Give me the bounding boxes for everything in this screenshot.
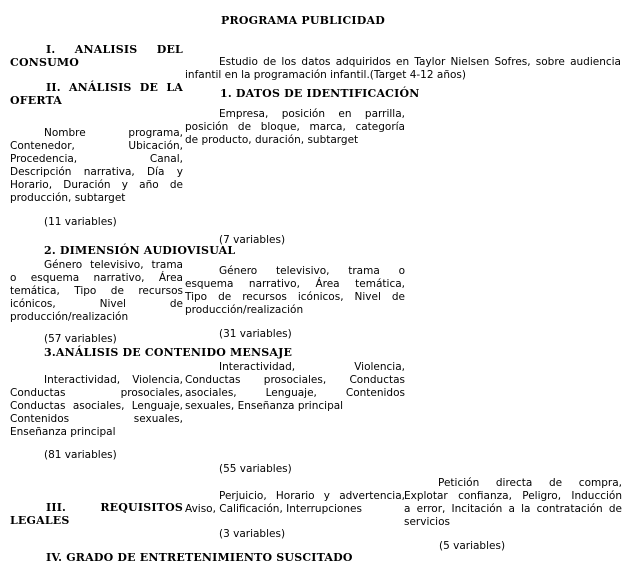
contenido-right-line: asociales, Lenguaje, Contenidos bbox=[185, 387, 405, 399]
legales-mid-count: (3 variables) bbox=[219, 528, 286, 540]
audiovisual-right-line: esquema narrativo, Área temática, bbox=[185, 278, 405, 290]
audiovisual-right-count: (31 variables) bbox=[219, 328, 292, 340]
ident-left-line: Nombre programa, bbox=[44, 127, 183, 139]
section-legales-heading bbox=[10, 501, 183, 527]
legales-mid-line: Aviso, Calificación, Interrupciones bbox=[185, 503, 362, 515]
legales-head-num: III. bbox=[46, 501, 67, 514]
oferta-head-w4: OFERTA bbox=[10, 94, 63, 107]
ident-right-count: (7 variables) bbox=[219, 234, 286, 246]
legales-right-text bbox=[404, 477, 622, 529]
legales-right-line: Explotar confianza, Peligro, Inducción bbox=[404, 490, 622, 502]
audiovisual-left-count: (57 variables) bbox=[44, 333, 117, 345]
contenido-right-count: (55 variables) bbox=[219, 463, 292, 475]
audiovisual-left-line: icónicos, Nivel de bbox=[10, 298, 183, 310]
contenido-left-line: Interactividad, Violencia, bbox=[44, 374, 183, 386]
contenido-left-line: Conductas asociales, Lenguaje, bbox=[10, 400, 183, 412]
ident-left-line: Contenedor, Ubicación, bbox=[10, 140, 183, 152]
audiovisual-right-line: Género televisivo, trama o bbox=[219, 265, 405, 277]
audiovisual-right-text bbox=[185, 265, 405, 317]
legales-head-w2: LEGALES bbox=[10, 514, 70, 527]
legales-mid-text bbox=[185, 490, 405, 516]
ident-left-line: Horario, Duración y año de bbox=[10, 179, 183, 191]
ident-left-count: (11 variables) bbox=[44, 216, 117, 228]
legales-right-count: (5 variables) bbox=[439, 540, 506, 552]
legales-right-line: a error, Incitación a la contratación de bbox=[404, 503, 622, 515]
legales-head-w1: REQUISITOS bbox=[100, 501, 183, 514]
audiovisual-left-line: Género televisivo, trama bbox=[44, 259, 183, 271]
section-oferta-heading bbox=[10, 81, 183, 107]
audiovisual-left-line: producción/realización bbox=[10, 311, 129, 323]
ident-left-line: producción, subtarget bbox=[10, 192, 126, 204]
contenido-heading: 3.ANÁLISIS DE CONTENIDO MENSAJE bbox=[44, 346, 293, 359]
page-title: PROGRAMA PUBLICIDAD bbox=[221, 14, 385, 27]
audiovisual-left-line: temática, Tipo de recursos bbox=[10, 285, 183, 297]
audiovisual-left-line: o esquema narrativo, Área bbox=[10, 272, 183, 284]
contenido-left-line: Contenidos sexuales, bbox=[10, 413, 183, 425]
contenido-right-line: Interactividad, Violencia, bbox=[219, 361, 405, 373]
legales-right-line: Petición directa de compra, bbox=[438, 477, 622, 489]
ident-left-line: Descripción narrativa, Día y bbox=[10, 166, 183, 178]
section-consumo-heading bbox=[10, 43, 183, 69]
oferta-head-w2: DE bbox=[139, 81, 159, 94]
audiovisual-right-line: producción/realización bbox=[185, 304, 304, 316]
oferta-head-w3: LA bbox=[166, 81, 183, 94]
consumo-head-w3: CONSUMO bbox=[10, 56, 80, 69]
consumo-head-num: I. bbox=[46, 43, 56, 56]
contenido-right-text bbox=[185, 361, 405, 413]
oferta-head-num: II. bbox=[46, 81, 61, 94]
legales-mid-line: Perjuicio, Horario y advertencia, bbox=[219, 490, 405, 502]
contenido-left-line: Enseñanza principal bbox=[10, 426, 116, 438]
contenido-right-line: sexuales, Enseñanza principal bbox=[185, 400, 344, 412]
audiovisual-right-line: Tipo de recursos icónicos, Nivel de bbox=[185, 291, 405, 303]
contenido-left-count: (81 variables) bbox=[44, 449, 117, 461]
ident-right-line: Empresa, posición en parrilla, bbox=[219, 108, 405, 120]
ident-right-text bbox=[185, 108, 405, 147]
contenido-right-line: Conductas prosociales, Conductas bbox=[185, 374, 405, 386]
audiovisual-heading: 2. DIMENSIÓN AUDIOVISUAL bbox=[44, 244, 236, 257]
ident-right-line: de producto, duración, subtarget bbox=[185, 134, 359, 146]
ident-left-line: Procedencia, Canal, bbox=[10, 153, 183, 165]
consumo-head-w2: DEL bbox=[156, 43, 183, 56]
oferta-head-w1: ANÁLISIS bbox=[68, 81, 132, 94]
legales-right-line: servicios bbox=[404, 516, 450, 528]
audiovisual-left-text bbox=[10, 259, 183, 324]
ident-right-line: posición de bloque, marca, categoría bbox=[185, 121, 405, 133]
entretenimiento-heading: IV. GRADO DE ENTRETENIMIENTO SUSCITADO bbox=[46, 551, 353, 564]
ident-left-text bbox=[10, 127, 183, 205]
contenido-left-line: Conductas prosociales, bbox=[10, 387, 183, 399]
consumo-head-w1: ANALISIS bbox=[74, 43, 138, 56]
contenido-left-text bbox=[10, 374, 183, 439]
ident-heading: 1. DATOS DE IDENTIFICACIÓN bbox=[220, 87, 420, 100]
consumo-description: Estudio de los datos adquiridos en Taylor Nielsen Sofres, sobre audiencia infantil en la programación infantil.(Target 4-12 años) bbox=[185, 56, 621, 81]
